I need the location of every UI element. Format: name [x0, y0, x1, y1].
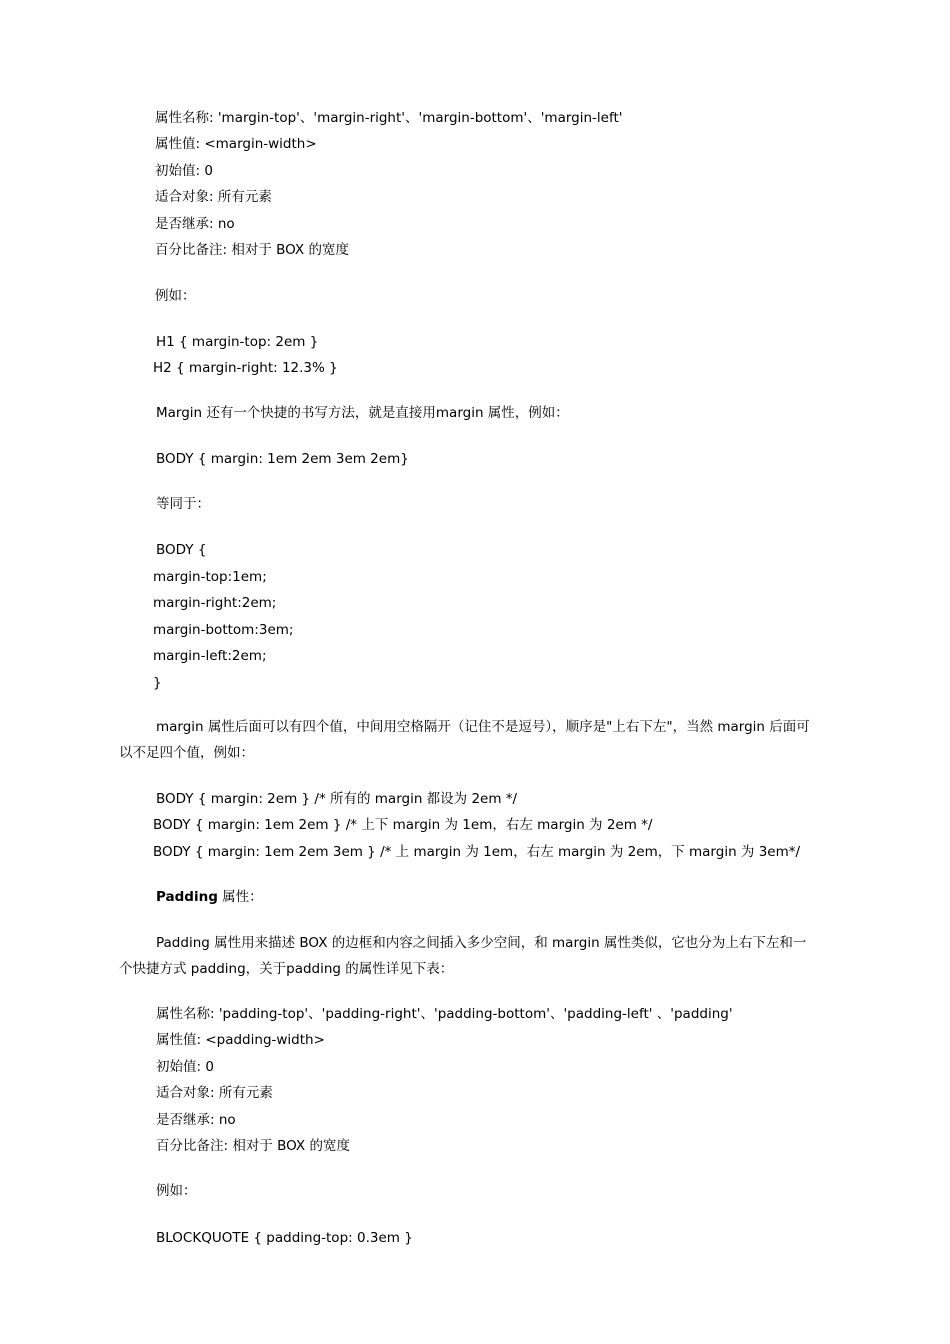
code-line: margin-top:1em; — [153, 569, 267, 585]
equivalent-label: 等同于： — [156, 496, 210, 512]
code-line: BODY { margin: 1em 2em 3em 2em} — [156, 451, 409, 467]
padding-prop-inherited: 是否继承: no — [156, 1112, 236, 1128]
paragraph-line: 个快捷方式 padding，关于padding 的属性详见下表： — [119, 961, 454, 977]
margin-prop-value: 属性值: <margin-width> — [155, 136, 317, 152]
code-line: } — [153, 675, 162, 691]
padding-prop-percent: 百分比备注: 相对于 BOX 的宽度 — [156, 1138, 350, 1154]
margin-prop-applies: 适合对象: 所有元素 — [155, 189, 272, 205]
shorthand-intro: Margin 还有一个快捷的书写方法，就是直接用margin 属性，例如： — [156, 405, 569, 421]
margin-prop-name: 属性名称: 'margin-top'、'margin-right'、'margin-bottom'、'margin-left' — [155, 110, 623, 126]
padding-prop-initial: 初始值: 0 — [156, 1059, 214, 1075]
code-line: H1 { margin-top: 2em } — [156, 334, 319, 350]
padding-prop-applies: 适合对象: 所有元素 — [156, 1085, 273, 1101]
code-line: BODY { margin: 2em } /* 所有的 margin 都设为 2em */ — [156, 791, 518, 807]
code-line: BLOCKQUOTE { padding-top: 0.3em } — [156, 1230, 413, 1246]
margin-prop-percent: 百分比备注: 相对于 BOX 的宽度 — [155, 242, 349, 258]
example-label: 例如： — [156, 1183, 197, 1199]
paragraph-line: margin 属性后面可以有四个值，中间用空格隔开（记住不是逗号），顺序是"上右下左"，当然 margin 后面可 — [156, 719, 810, 735]
padding-prop-name: 属性名称: 'padding-top'、'padding-right'、'padding-bottom'、'padding-left' 、'padding' — [156, 1006, 733, 1022]
example-label: 例如： — [155, 288, 196, 304]
code-line: margin-right:2em; — [153, 595, 277, 611]
padding-heading-bold: Padding — [156, 889, 218, 905]
padding-heading-rest: 属性： — [217, 889, 263, 905]
paragraph-line: Padding 属性用来描述 BOX 的边框和内容之间插入多少空间，和 margin 属性类似，它也分为上右下左和一 — [156, 935, 807, 951]
code-line: margin-left:2em; — [153, 648, 267, 664]
padding-heading — [156, 888, 263, 906]
margin-prop-inherited: 是否继承: no — [155, 216, 235, 232]
padding-prop-value: 属性值: <padding-width> — [156, 1032, 325, 1048]
paragraph-line: 以不足四个值，例如： — [119, 745, 254, 761]
code-line: H2 { margin-right: 12.3% } — [153, 360, 338, 376]
margin-prop-initial: 初始值: 0 — [155, 163, 213, 179]
code-line: margin-bottom:3em; — [153, 622, 294, 638]
code-line: BODY { — [156, 542, 207, 558]
code-line: BODY { margin: 1em 2em } /* 上下 margin 为 1em，右左 margin 为 2em */ — [153, 817, 653, 833]
code-line: BODY { margin: 1em 2em 3em } /* 上 margin 为 1em，右左 margin 为 2em，下 margin 为 3em*/ — [153, 844, 801, 860]
